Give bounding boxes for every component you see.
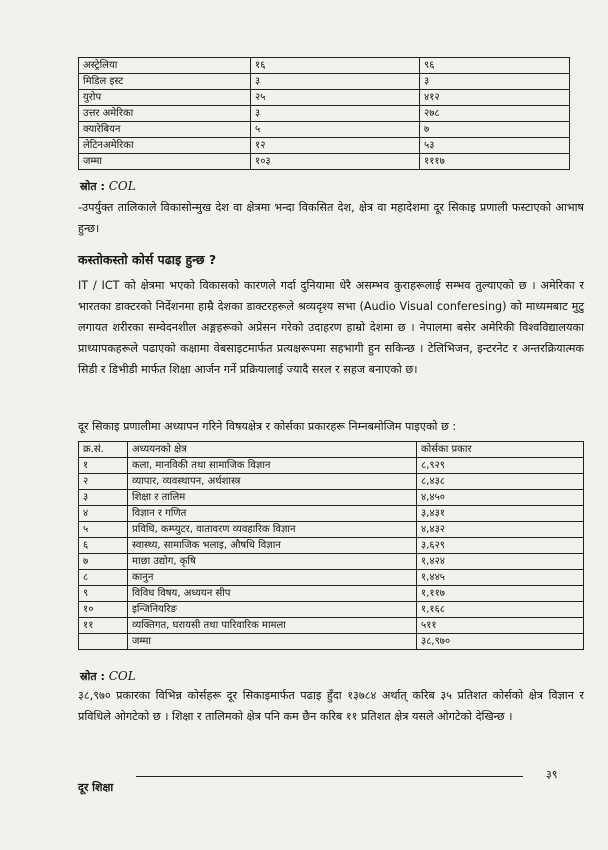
table-row: [79, 490, 584, 506]
table-row: [79, 554, 584, 570]
table-cell: १,४२४: [417, 554, 584, 570]
region-table-body: [79, 58, 570, 170]
table-cell: व्यक्तिगत, घरायसी तथा पारिवारिक मामला: [128, 618, 417, 634]
table-row: [79, 634, 584, 650]
section-heading: कस्तोकस्तो कोर्स पढाइ हुन्छ ?: [78, 252, 217, 267]
table-row: [79, 122, 570, 138]
table-row: [79, 74, 570, 90]
table-cell: ५३: [420, 138, 570, 154]
table-cell: अस्ट्रेलिया: [79, 58, 251, 74]
column-header: क्र.सं.: [79, 442, 128, 458]
table-cell: विज्ञान र गणित: [128, 506, 417, 522]
table-cell: ३: [420, 74, 570, 90]
table-cell: ११: [79, 618, 128, 634]
table-cell: २५: [251, 90, 420, 106]
table-cell: ९: [79, 586, 128, 602]
table-cell: १,१६८: [417, 602, 584, 618]
table-cell: शिक्षा र तालिम: [128, 490, 417, 506]
table-cell: ३: [251, 106, 420, 122]
table-cell: १२: [251, 138, 420, 154]
table-cell: प्रविधि, कम्प्युटर, वातावरण व्यवहारिक विज्ञान: [128, 522, 417, 538]
table1-source: [80, 179, 136, 194]
course-table-header: [79, 442, 584, 458]
table-row: [79, 458, 584, 474]
table-cell: २: [79, 474, 128, 490]
table-cell: माछा उद्योग, कृषि: [128, 554, 417, 570]
table-cell: १११७: [420, 154, 570, 170]
header-row: [79, 442, 584, 458]
table-row: [79, 154, 570, 170]
source-label: स्रोत :: [80, 180, 105, 193]
table-cell: जम्मा: [128, 634, 417, 650]
table-cell: ५: [251, 122, 420, 138]
table-cell: ४१२: [420, 90, 570, 106]
paragraph-3: ३८,९७० प्रकारका विभिन्न कोर्सहरू दूर सिकाइमार्फत पढाइ हुँदा १३७८४ अर्थात् करिब ३५ प्रतिशत कोर्सको क्षेत्र विज्ञान र प्रविधिले ओगटेको छ । शिक्षा र तालिमको क्षेत्र पनि कम छैन करिब ११ प्रतिशत क्षेत्र यसले ओगटेको देखिन्छ ।: [78, 689, 584, 723]
table-cell: १६: [251, 58, 420, 74]
column-header: कोर्सका प्रकार: [417, 442, 584, 458]
table-cell: ३८,९७०: [417, 634, 584, 650]
table-row: [79, 474, 584, 490]
source-label: स्रोत :: [80, 670, 105, 683]
table-cell: स्वास्थ्य, सामाजिक भलाइ, औषधि विज्ञान: [128, 538, 417, 554]
table-cell: कानुन: [128, 570, 417, 586]
table-cell: जम्मा: [79, 154, 251, 170]
region-table: [78, 57, 570, 170]
table-cell: १,११७: [417, 586, 584, 602]
table-cell: इन्जिनियरिङ: [128, 602, 417, 618]
table-cell: २७८: [420, 106, 570, 122]
table-cell: ७: [420, 122, 570, 138]
table-cell: ९६: [420, 58, 570, 74]
table-cell: युरोप: [79, 90, 251, 106]
table-cell: ७: [79, 554, 128, 570]
table-cell: ८,९२९: [417, 458, 584, 474]
table-cell: कला, मानविकी तथा सामाजिक विज्ञान: [128, 458, 417, 474]
course-table-body: [79, 458, 584, 650]
table-row: [79, 506, 584, 522]
table-cell: ५११: [417, 618, 584, 634]
paragraph-1: -उपर्युक्त तालिकाले विकासोन्मुख देश वा क्षेत्रमा भन्दा विकसित देश, क्षेत्र वा महादेशमा दूर सिकाइ प्रणाली फस्टाएको आभाष हुन्छ।: [78, 201, 584, 235]
table-row: [79, 90, 570, 106]
table-cell: ५: [79, 522, 128, 538]
table-row: [79, 586, 584, 602]
course-table: [78, 441, 584, 650]
table-cell: ३: [251, 74, 420, 90]
paragraph-2: IT / ICT को क्षेत्रमा भएको विकासको कारणले गर्दा दुनियामा धेरै असम्भव कुराहरूलाई सम्भव तुल्याएको छ । अमेरिका र भारतका डाक्टरको निर्देशनमा हाम्रै देशका डाक्टरहरूले श्रव्यदृश्य सभा (Audio Visual conferesing) को माध्यमबाट मुटु लगायत शरीरका सम्वेदनशील अङ्गहरूको अप्रेसन गरेको उदाहरण हाम्रो देशमा छ । नेपालमा बसेर अमेरिकी विश्वविद्यालयका प्राध्यापकहरूले पढाएको कक्षामा वेबसाइटमार्फत प्रत्यक्षरूपमा सहभागी हुन सकिन्छ । टेलिभिजन, इन्टरनेट र अन्तरक्रियात्मक सिडी र डिभीडी मार्फत शिक्षा आर्जन गर्ने प्रक्रियालाई ज्यादै सरल र सहज बनाएको छ।: [78, 279, 584, 376]
table-cell: १: [79, 458, 128, 474]
table-cell: १०३: [251, 154, 420, 170]
footer-title: दूर शिक्षा: [78, 781, 114, 794]
table-cell: ४,४५०: [417, 490, 584, 506]
source-text: COL: [108, 669, 136, 683]
table-cell: ३,४३१: [417, 506, 584, 522]
table-row: [79, 618, 584, 634]
footer-rule: [136, 776, 523, 777]
table-cell: व्यापार, व्यवस्थापन, अर्थशास्त्र: [128, 474, 417, 490]
column-header: अध्ययनको क्षेत्र: [128, 442, 417, 458]
table-cell: लेटिनअमेरिका: [79, 138, 251, 154]
table-cell: ३: [79, 490, 128, 506]
table-cell: ६: [79, 538, 128, 554]
table2-intro: दूर सिकाइ प्रणालीमा अध्यापन गरिने विषयक्षेत्र र कोर्सका प्रकारहरू निम्नबमोजिम पाइएको छ :: [78, 420, 457, 433]
table-row: [79, 522, 584, 538]
table-row: [79, 602, 584, 618]
table-cell: ३,६२९: [417, 538, 584, 554]
table-cell: ४: [79, 506, 128, 522]
table-cell: १,४४५: [417, 570, 584, 586]
table2-source: [80, 669, 136, 684]
table-row: [79, 58, 570, 74]
table-cell: क्यारेबियन: [79, 122, 251, 138]
table-row: [79, 138, 570, 154]
table-cell: ४,४३२: [417, 522, 584, 538]
table-cell: [79, 634, 128, 650]
table-row: [79, 570, 584, 586]
source-text: COL: [108, 179, 136, 193]
page-number: ३९: [546, 768, 558, 781]
table-cell: उत्तर अमेरिका: [79, 106, 251, 122]
table-cell: विविध विषय, अध्ययन सीप: [128, 586, 417, 602]
table-row: [79, 106, 570, 122]
table-cell: ८,४३८: [417, 474, 584, 490]
table-row: [79, 538, 584, 554]
table-cell: मिडिल इस्ट: [79, 74, 251, 90]
table-cell: ८: [79, 570, 128, 586]
table-cell: १०: [79, 602, 128, 618]
